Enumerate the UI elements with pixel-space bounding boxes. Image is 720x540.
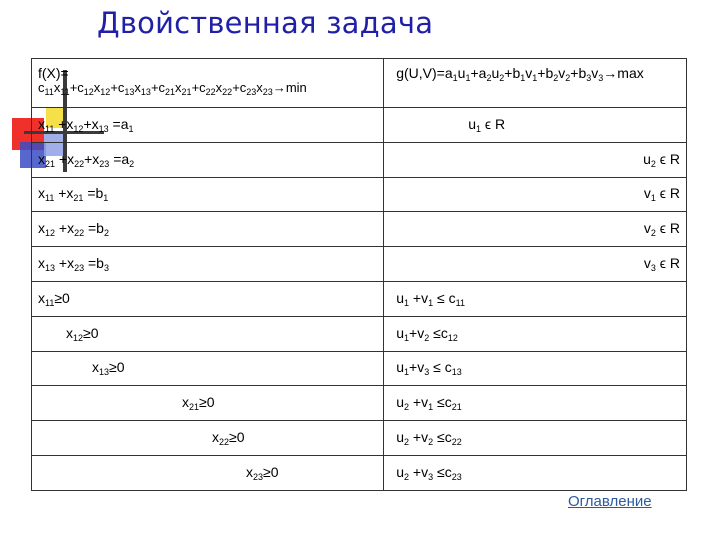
dual-constraint: $u_1 +v_1 \le c_{11}$ [384,281,687,316]
table-row [32,281,687,316]
table-row [32,108,687,143]
primal-nonnegativity: $x_{11}\ge 0$ [32,281,384,316]
dual-constraint: $u_1+v_3 \le c_{13}$ [384,351,687,386]
dual-variable-domain: $v_1$ ϵ R [384,177,687,212]
primal-objective-cell [32,59,384,108]
dual-problem-table [31,58,687,491]
primal-nonnegativity: $x_{12}\ge 0$ [32,316,384,351]
table-row [32,247,687,282]
table-row [32,177,687,212]
dual-variable-domain: $v_2$ ϵ R [384,212,687,247]
primal-constraint: $x_{11} +x_{21} =b_1$ [32,177,384,212]
table-row [32,455,687,490]
primal-constraint: $x_{21} +x_{22}+x_{23} =a_2$ [32,142,384,177]
dual-variable-domain: $u_1$ ϵ R [384,108,687,143]
dual-variable-domain: $u_2$ ϵ R [384,142,687,177]
primal-constraint: $x_{13} +x_{23} =b_3$ [32,247,384,282]
dual-constraint: $u_1+v_2 \le c_{12}$ [384,316,687,351]
dual-constraint: $u_2 +v_3 \le c_{23}$ [384,455,687,490]
primal-constraint: $x_{12} +x_{22} =b_2$ [32,212,384,247]
dual-objective-cell: $g(U,V)=a_1u_1+a_2u_2+b_1v_1+b_2v_2+b_3v_3\to\max$ [384,59,687,108]
page-title: Двойственная задача [97,6,434,40]
primal-nonnegativity: $x_{13}\ge 0$ [32,351,384,386]
table-of-contents-link[interactable]: Оглавление [568,493,652,510]
primal-nonnegativity: $x_{23}\ge 0$ [32,455,384,490]
primal-objective-label: f(X)= [38,65,69,81]
table-row [32,142,687,177]
table-row [32,421,687,456]
dual-constraint: $u_2 +v_1 \le c_{21}$ [384,386,687,421]
table-row [32,316,687,351]
table-row [32,386,687,421]
table-row [32,212,687,247]
table-row [32,351,687,386]
primal-nonnegativity: $x_{21}\ge 0$ [32,386,384,421]
primal-constraint: $x_{11} +x_{12}+x_{13} =a_1$ [32,108,384,143]
dual-variable-domain: $v_3$ ϵ R [384,247,687,282]
primal-nonnegativity: $x_{22}\ge 0$ [32,421,384,456]
table-row [32,59,687,108]
primal-objective-formula: $c_{11}x_{11}+c_{12}x_{12}+c_{13}x_{13}+c_{21}x_{21}+c_{22}x_{22}+c_{23}x_{23}\to\min$ [38,80,307,98]
dual-constraint: $u_2 +v_2 \le c_{22}$ [384,421,687,456]
